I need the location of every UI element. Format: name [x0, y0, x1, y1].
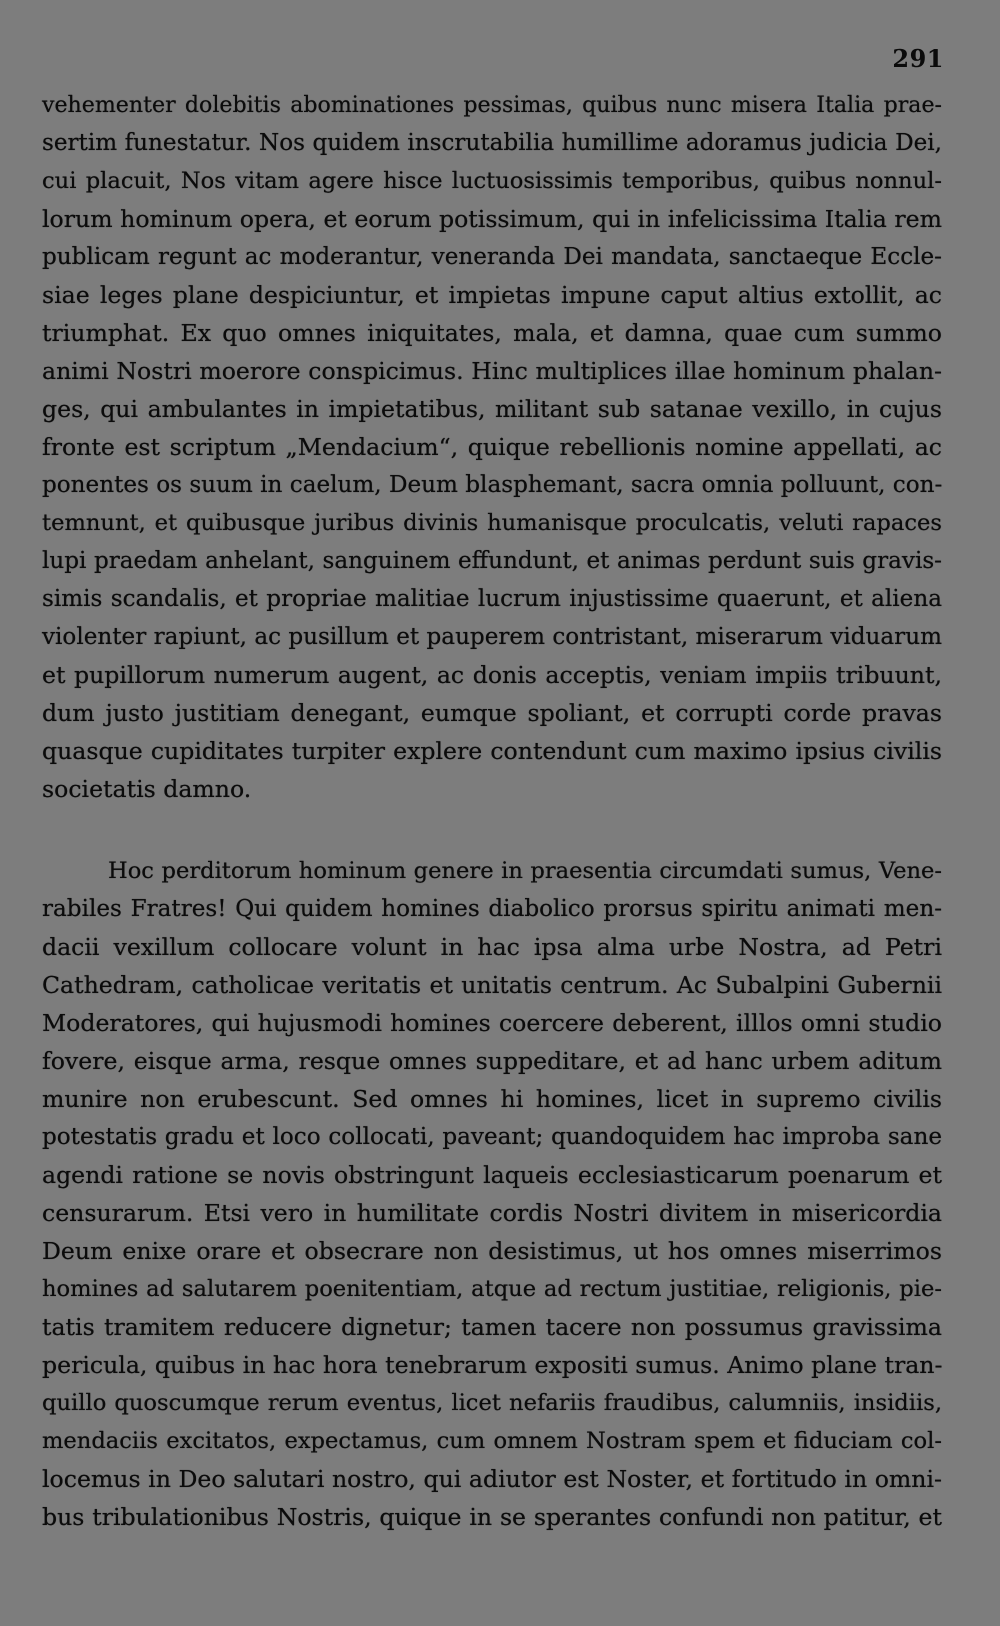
text-line: locemus in Deo salutari nostro, qui adiutor est Noster, et fortitudo in omni- [42, 1465, 942, 1493]
text-line: dacii vexillum collocare volunt in hac ipsa alma urbe Nostra, ad Petri [42, 933, 942, 961]
text-line: fronte est scriptum „Mendacium“, quique rebellionis nomine appellati, ac [42, 433, 942, 461]
text-line: censurarum. Etsi vero in humilitate cordis Nostri divitem in misericordia [42, 1199, 942, 1227]
text-line: bus tribulationibus Nostris, quique in se sperantes confundi non patitur, et [42, 1503, 942, 1531]
text-line: ges, qui ambulantes in impietatibus, militant sub satanae vexillo, in cujus [42, 395, 942, 423]
text-line: siae leges plane despiciuntur, et impietas impune caput altius extollit, ac [42, 281, 942, 309]
text-line: homines ad salutarem poenitentiam, atque ad rectum justitiae, religionis, pie- [42, 1276, 942, 1302]
text-line: publicam regunt ac moderantur, veneranda Dei mandata, sanctaeque Eccle- [42, 244, 942, 270]
text-line: lupi praedam anhelant, sanguinem effundunt, et animas perdunt suis gravis- [42, 548, 942, 574]
text-line: rabiles Fratres! Qui quidem homines diabolico prorsus spiritu animati men- [42, 896, 942, 922]
text-line: Cathedram, catholicae veritatis et unitatis centrum. Ac Subalpini Gubernii [42, 971, 942, 999]
text-line: pericula, quibus in hac hora tenebrarum expositi sumus. Animo plane tran- [42, 1351, 943, 1379]
text-line: tatis tramitem reducere dignetur; tamen tacere non possumus gravissima [42, 1313, 942, 1341]
text-line: mendaciis excitatos, expectamus, cum omnem Nostram spem et fiduciam col- [42, 1428, 942, 1454]
text-line: sertim funestatur. Nos quidem inscrutabilia humillime adoramus judicia Dei, [42, 130, 942, 156]
text-line: ponentes os suum in caelum, Deum blasphemant, sacra omnia polluunt, con- [42, 472, 943, 498]
text-line: Hoc perditorum hominum genere in praesentia circumdati sumus, Vene- [108, 858, 942, 884]
page-number: 291 [892, 44, 944, 73]
text-line: simis scandalis, et propriae malitiae lucrum injustissime quaerunt, et aliena [42, 586, 942, 612]
text-line: fovere, eisque arma, resque omnes suppeditare, et ad hanc urbem aditum [42, 1047, 942, 1075]
text-line: cui placuit, Nos vitam agere hisce luctuosissimis temporibus, quibus nonnul- [42, 168, 942, 194]
text-line: quasque cupiditates turpiter explere contendunt cum maximo ipsius civilis [42, 737, 942, 765]
text-line: potestatis gradu et loco collocati, paveant; quandoquidem hac improba sane [42, 1124, 942, 1150]
text-line: societatis damno. [42, 775, 252, 803]
text-line: dum justo justitiam denegant, eumque spoliant, et corrupti corde pravas [42, 699, 942, 727]
text-line: agendi ratione se novis obstringunt laqueis ecclesiasticarum poenarum et [42, 1161, 942, 1189]
text-line: lorum hominum opera, et eorum potissimum, qui in infelicissima Italia rem [42, 205, 942, 233]
text-line: vehementer dolebitis abominationes pessimas, quibus nunc misera Italia prae- [42, 92, 942, 118]
text-line: violenter rapiunt, ac pusillum et pauperem contristant, miserarum viduarum [42, 624, 942, 650]
text-line: Moderatores, qui hujusmodi homines coercere deberent, illlos omni studio [42, 1009, 942, 1037]
text-line: triumphat. Ex quo omnes iniquitates, mala, et damna, quae cum summo [42, 319, 942, 347]
text-line: et pupillorum numerum augent, ac donis acceptis, veniam impiis tribuunt, [42, 661, 942, 689]
text-line: Deum enixe orare et obsecrare non desistimus, ut hos omnes miserrimos [42, 1237, 942, 1265]
text-line: temnunt, et quibusque juribus divinis humanisque proculcatis, veluti rapaces [42, 510, 942, 536]
text-line: quillo quoscumque rerum eventus, licet nefariis fraudibus, calumniis, insidiis, [42, 1390, 942, 1416]
text-line: munire non erubescunt. Sed omnes hi homines, licet in supremo civilis [42, 1085, 942, 1113]
text-line: animi Nostri moerore conspicimus. Hinc multiplices illae hominum phalan- [42, 357, 942, 385]
